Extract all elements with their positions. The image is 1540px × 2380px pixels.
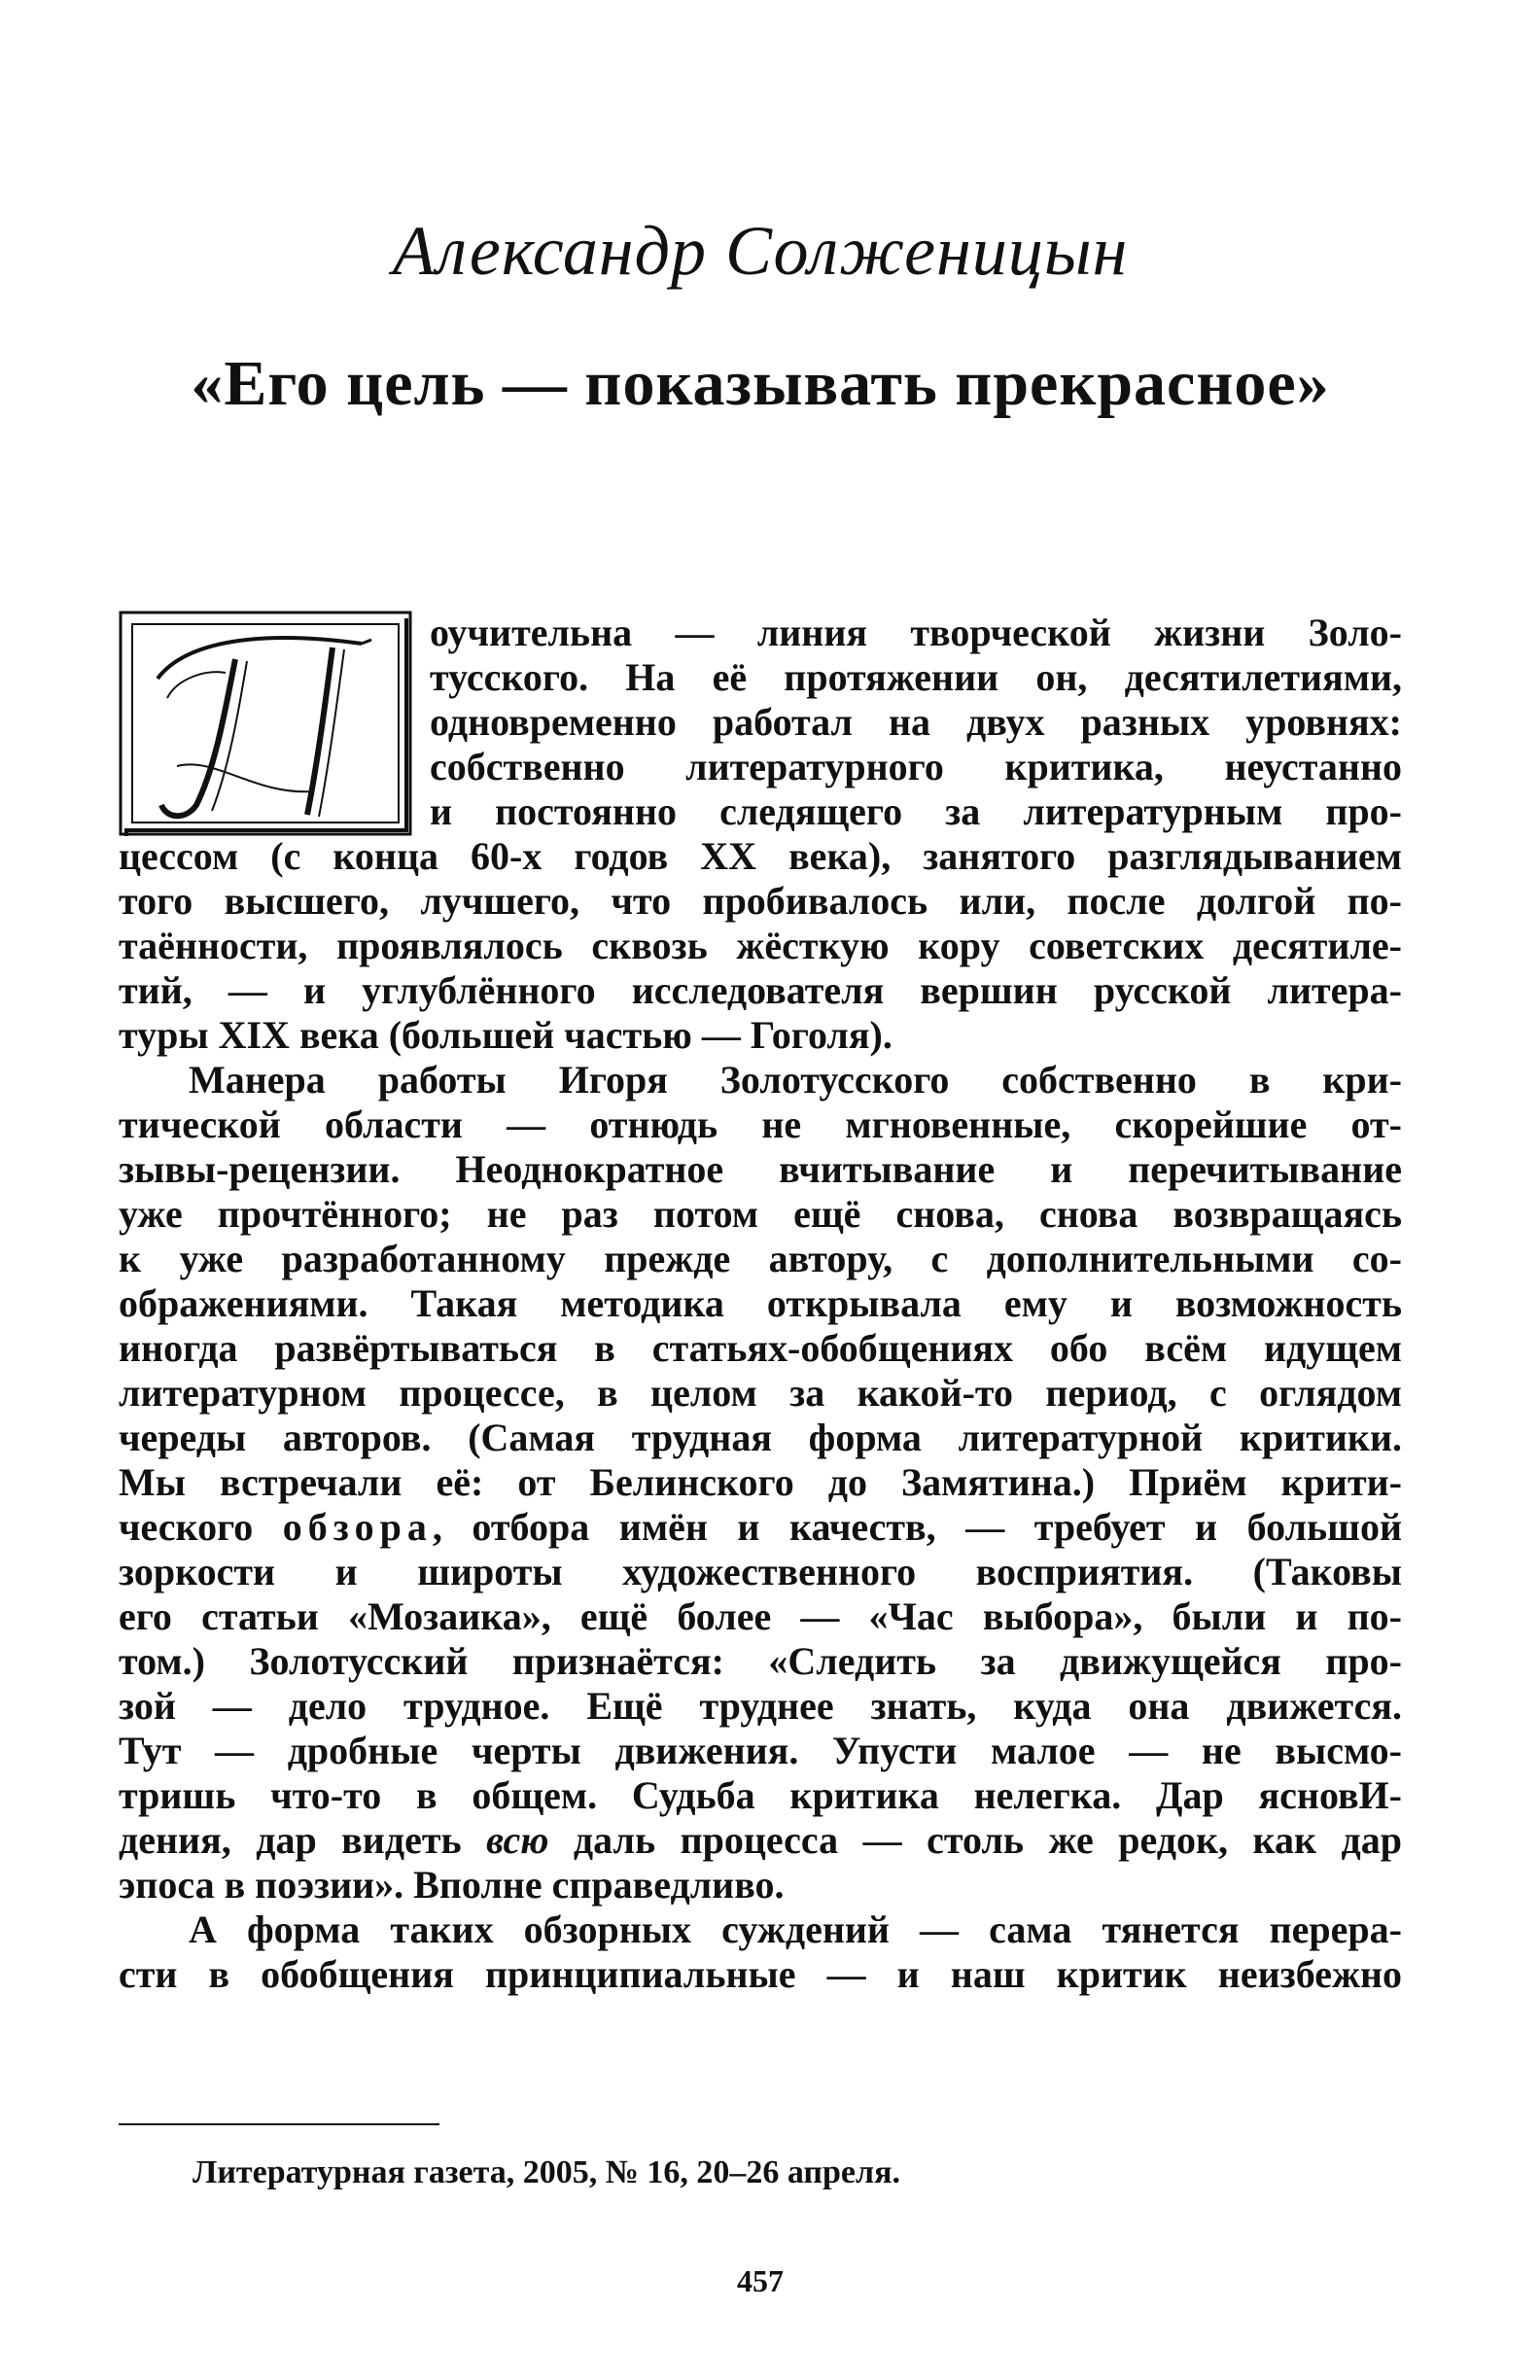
text-line: том.) Золотусский признаётся: «Следить за движущейся про- [119, 1639, 1402, 1683]
page-number: 457 [737, 2263, 784, 2298]
spaced-emphasis: обзора [282, 1505, 433, 1549]
text-fragment: даль процесса — столь же редок, как дар [548, 1818, 1403, 1862]
text-line: к уже разработанному прежде автору, с дополнительными со- [119, 1237, 1402, 1280]
text-line: Тут — дробные черты движения. Упусти малое — не высмо- [119, 1729, 1402, 1772]
text-line: его статьи «Мозаика», ещё более — «Час выбора», были и по- [119, 1594, 1402, 1638]
text-line [119, 1505, 1402, 1550]
text-line: собственно литературного критика, неустанно [430, 745, 1402, 788]
footnote-divider [119, 2123, 439, 2125]
body-text [119, 611, 1402, 1997]
text-line: эпоса в поэзии». Вполне справедливо. [119, 1863, 785, 1907]
footnote: Литературная газета, 2005, № 16, 20–26 апреля. [192, 2154, 900, 2190]
text-line: цессом (с конца 60-х годов XX века), занятого разглядыванием [119, 834, 1402, 878]
text-line: литературном процессе, в целом за какой-то период, с оглядом [119, 1371, 1402, 1415]
book-page [119, 0, 1402, 2380]
text-line: одновременно работал на двух разных уровнях: [430, 700, 1402, 744]
text-line: А форма таких обзорных суждений — сама тянется перера- [189, 1908, 1402, 1951]
text-line: туры XIX века (большей частью — Гоголя). [119, 1013, 892, 1057]
text-line: оучительна — линия творческой жизни Золо- [430, 611, 1402, 654]
text-line: и постоянно следящего за литературным про- [430, 789, 1402, 833]
text-line: тришь что-то в общем. Судьба критика нелегка. Дар ясновИ- [119, 1773, 1402, 1817]
text-line: таённости, проявлялось сквозь жёсткую кору советских десятиле- [119, 924, 1402, 967]
text-line: Мы встречали её: от Белинского до Замятина.) Приём крити- [119, 1460, 1402, 1504]
text-line: Манера работы Игоря Золотусского собственно в кри- [189, 1058, 1402, 1102]
text-line: тий, — и углублённого исследователя вершин русской литера- [119, 968, 1402, 1012]
text-line: ображениями. Такая методика открывала ему и возможность [119, 1281, 1402, 1325]
text-line: зывы-рецензии. Неоднократное вчитывание и перечитывание [119, 1147, 1402, 1191]
text-line: зоркости и широты художественного восприятия. (Таковы [119, 1550, 1402, 1593]
text-fragment: , отбора имён и качеств, — требует и большой [432, 1505, 1402, 1549]
text-line: иногда развёртываться в статьях-обобщениях обо всём идущем [119, 1326, 1402, 1370]
text-fragment: дения, дар видеть [119, 1818, 487, 1862]
essay-title: «Его цель — показывать прекрасное» [191, 348, 1330, 419]
text-line: того высшего, лучшего, что пробивалось или, после долгой по- [119, 879, 1402, 923]
text-line: сти в обобщения принципиальные — и наш критик неизбежно [119, 1952, 1402, 1996]
italic-emphasis: всю [486, 1818, 549, 1862]
text-line: череды авторов. (Самая трудная форма литературной критики. [119, 1416, 1402, 1459]
text-fragment: ческого [119, 1505, 283, 1549]
text-line: зой — дело трудное. Ещё труднее знать, куда она движется. [119, 1684, 1402, 1728]
text-line [119, 1818, 1402, 1863]
text-line: тической области — отнюдь не мгновенные, скорейшие от- [119, 1102, 1402, 1146]
text-line: уже прочтённого; не раз потом ещё снова, снова возвращаясь [119, 1192, 1402, 1236]
author-name: Александр Солженицын [392, 212, 1129, 290]
text-line: тусского. На её протяжении он, десятилетиями, [430, 655, 1402, 699]
